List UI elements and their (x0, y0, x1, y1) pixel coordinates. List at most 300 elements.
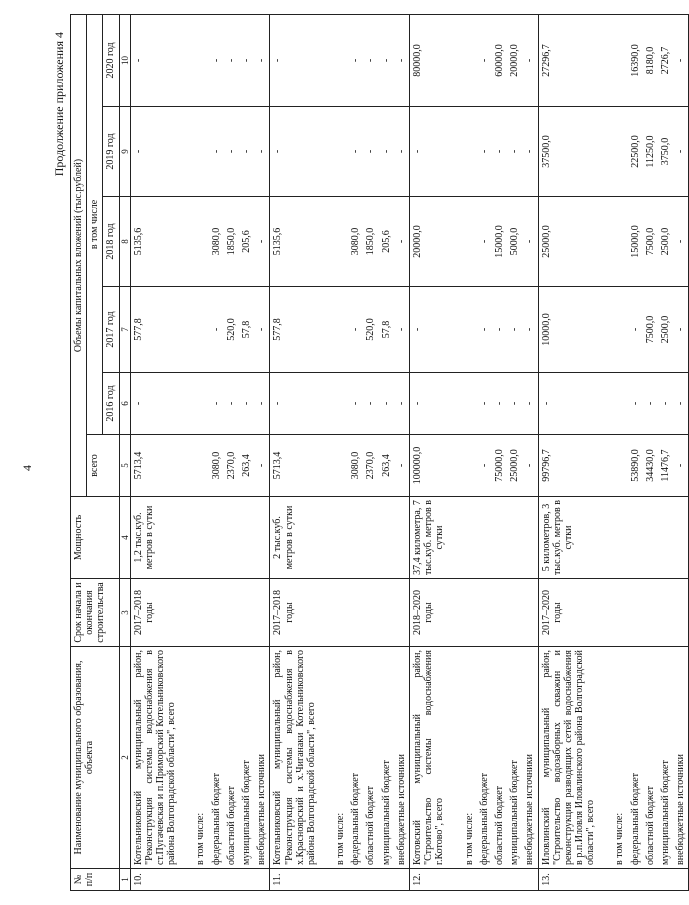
spacer-row (319, 14, 333, 890)
spacer-cell (448, 107, 462, 197)
value-v2018: 7500,0 (643, 197, 658, 287)
header-name: Наименование муниципального образования, объекта (71, 647, 120, 869)
value-v2016: - (522, 373, 538, 435)
spacer-cell (448, 647, 462, 869)
table-subrow (658, 14, 673, 890)
spacer-cell (319, 497, 333, 579)
continuation-title: Продолжение приложения 4 (52, 32, 66, 177)
value-total: 2370,0 (224, 435, 239, 497)
empty-cell (643, 869, 658, 891)
spacer-cell (319, 107, 333, 197)
value-v2018: 1850,0 (363, 197, 378, 287)
value-v2017 (612, 287, 627, 373)
value-v2016: - (394, 373, 410, 435)
spacer-cell (179, 14, 193, 106)
spacer-cell (448, 14, 462, 106)
empty-cell (673, 579, 689, 647)
header-incl: в том числе (87, 14, 103, 434)
empty-cell (507, 579, 522, 647)
value-v2017: - (209, 287, 224, 373)
funding-source: областной бюджет (643, 647, 658, 869)
empty-cell (462, 869, 477, 891)
header-year: 2016 год (103, 373, 119, 435)
value-v2016 (333, 373, 348, 435)
funding-source: в том числе: (333, 647, 348, 869)
value-total: 263,4 (379, 435, 394, 497)
value-v2018: 2500,0 (658, 197, 673, 287)
spacer-cell (598, 435, 612, 497)
spacer-row (448, 14, 462, 890)
funding-source: муниципальный бюджет (239, 647, 254, 869)
value-v2016: - (224, 373, 239, 435)
value-v2018: 1850,0 (224, 197, 239, 287)
empty-cell (522, 869, 538, 891)
value-v2018: - (254, 197, 270, 287)
empty-cell (379, 869, 394, 891)
value-v2019 (333, 107, 348, 197)
value-v2018: 205,6 (239, 197, 254, 287)
value-v2018 (193, 197, 208, 287)
capital-investment-table (70, 14, 689, 891)
table-subrow (462, 14, 477, 890)
header-volumes: Объемы капитальных вложений (тыс.рублей) (71, 14, 87, 496)
empty-cell (612, 869, 627, 891)
header-year: 2020 год (103, 14, 119, 106)
value-v2017: - (507, 287, 522, 373)
value-v2017: 10000,0 (538, 287, 598, 373)
empty-cell (209, 497, 224, 579)
value-v2018: - (522, 197, 538, 287)
empty-cell (193, 579, 208, 647)
value-v2016: - (239, 373, 254, 435)
value-v2018: - (477, 197, 492, 287)
value-v2017 (333, 287, 348, 373)
table-subrow (379, 14, 394, 890)
table-subrow (477, 14, 492, 890)
value-v2017 (193, 287, 208, 373)
empty-cell (522, 579, 538, 647)
empty-cell (224, 869, 239, 891)
column-number: 8 (119, 197, 130, 287)
empty-cell (462, 579, 477, 647)
spacer-cell (598, 197, 612, 287)
row-number: 12. (410, 869, 448, 891)
value-v2016: - (410, 373, 448, 435)
value-v2016: - (363, 373, 378, 435)
column-number: 6 (119, 373, 130, 435)
header-capacity: Мощность (71, 497, 120, 579)
value-v2020: - (224, 14, 239, 106)
value-total: 5713,4 (130, 435, 179, 497)
value-v2018: 25000,0 (538, 197, 598, 287)
spacer-cell (598, 497, 612, 579)
value-v2019: - (270, 107, 319, 197)
spacer-cell (179, 869, 193, 891)
table-subrow (363, 14, 378, 890)
spacer-cell (319, 197, 333, 287)
column-number: 10 (119, 14, 130, 106)
value-v2016: - (130, 373, 179, 435)
spacer-cell (448, 579, 462, 647)
empty-cell (363, 869, 378, 891)
table-subrow (239, 14, 254, 890)
spacer-cell (179, 287, 193, 373)
value-total: - (673, 435, 689, 497)
value-v2018 (333, 197, 348, 287)
header-year: 2018 год (103, 197, 119, 287)
value-v2017: 57,8 (379, 287, 394, 373)
empty-cell (239, 579, 254, 647)
empty-cell (477, 579, 492, 647)
empty-cell (363, 579, 378, 647)
funding-source: внебюджетные источники (254, 647, 270, 869)
value-v2020: 60000,0 (492, 14, 507, 106)
empty-cell (348, 869, 363, 891)
value-v2020: - (673, 14, 689, 106)
value-v2020: 20000,0 (507, 14, 522, 106)
value-v2016 (462, 373, 477, 435)
table-row (270, 14, 319, 890)
header-term: Срок начала и окончания строительства (71, 579, 120, 647)
capacity: 37,4 километра, 7 тыс.куб. метров в сутки (410, 497, 448, 579)
value-v2020: - (270, 14, 319, 106)
table-subrow (522, 14, 538, 890)
value-v2019: - (394, 107, 410, 197)
value-v2017: 57,8 (239, 287, 254, 373)
value-v2018: 5135,6 (130, 197, 179, 287)
empty-cell (522, 497, 538, 579)
spacer-cell (179, 435, 193, 497)
empty-cell (333, 579, 348, 647)
capacity: 2 тыс.куб. метров в сутки (270, 497, 319, 579)
table-row (410, 14, 448, 890)
column-number: 5 (119, 435, 130, 497)
table-row (538, 14, 598, 890)
value-total (333, 435, 348, 497)
value-v2020: - (239, 14, 254, 106)
construction-term: 2017–2018 годы (130, 579, 179, 647)
header-year: 2019 год (103, 107, 119, 197)
value-v2017: - (348, 287, 363, 373)
value-v2019: - (239, 107, 254, 197)
empty-cell (612, 497, 627, 579)
value-v2017: 577,8 (270, 287, 319, 373)
empty-cell (379, 497, 394, 579)
column-number: 9 (119, 107, 130, 197)
funding-source: федеральный бюджет (209, 647, 224, 869)
value-v2019: - (507, 107, 522, 197)
value-v2016: - (643, 373, 658, 435)
empty-cell (658, 869, 673, 891)
value-v2020: 80000,0 (410, 14, 448, 106)
value-v2019: 37500,0 (538, 107, 598, 197)
empty-cell (394, 497, 410, 579)
spacer-cell (598, 14, 612, 106)
value-v2016: - (209, 373, 224, 435)
value-v2017: 520,0 (224, 287, 239, 373)
table-subrow (333, 14, 348, 890)
funding-source: областной бюджет (492, 647, 507, 869)
value-v2020: - (379, 14, 394, 106)
spacer-cell (598, 287, 612, 373)
empty-cell (477, 869, 492, 891)
empty-cell (628, 579, 643, 647)
value-v2019: - (363, 107, 378, 197)
value-v2019: - (348, 107, 363, 197)
value-v2017: - (628, 287, 643, 373)
value-v2020: - (348, 14, 363, 106)
value-v2018: 15000,0 (628, 197, 643, 287)
value-total: 25000,0 (507, 435, 522, 497)
value-v2016: - (492, 373, 507, 435)
spacer-cell (179, 647, 193, 869)
value-v2017: - (410, 287, 448, 373)
value-v2020 (333, 14, 348, 106)
spacer-cell (179, 197, 193, 287)
spacer-cell (319, 14, 333, 106)
row-number: 11. (270, 869, 319, 891)
table-subrow (673, 14, 689, 890)
value-v2020 (612, 14, 627, 106)
spacer-row (179, 14, 193, 890)
value-v2019: - (254, 107, 270, 197)
spacer-cell (448, 373, 462, 435)
empty-cell (673, 497, 689, 579)
value-total: 53890,0 (628, 435, 643, 497)
value-v2017: - (254, 287, 270, 373)
value-v2017: 2500,0 (658, 287, 673, 373)
value-total (612, 435, 627, 497)
object-name: Котовский муниципальный район, "Строительство системы водоснабжения г.Котово", всего (410, 647, 448, 869)
spacer-cell (448, 869, 462, 891)
value-v2018: - (394, 197, 410, 287)
value-v2020: 16390,0 (628, 14, 643, 106)
spacer-cell (448, 287, 462, 373)
funding-source: муниципальный бюджет (507, 647, 522, 869)
table-subrow (612, 14, 627, 890)
construction-term: 2018–2020 годы (410, 579, 448, 647)
value-v2016: - (254, 373, 270, 435)
value-total (462, 435, 477, 497)
empty-cell (462, 497, 477, 579)
value-v2019: - (673, 107, 689, 197)
spacer-cell (179, 107, 193, 197)
spacer-cell (179, 373, 193, 435)
empty-cell (348, 579, 363, 647)
empty-cell (239, 869, 254, 891)
table-subrow (193, 14, 208, 890)
empty-cell (658, 497, 673, 579)
value-v2020: 27296,7 (538, 14, 598, 106)
empty-cell (628, 497, 643, 579)
header-num: № п/п (71, 869, 120, 891)
value-v2017: 520,0 (363, 287, 378, 373)
value-v2019: - (410, 107, 448, 197)
spacer-cell (179, 579, 193, 647)
value-v2018 (612, 197, 627, 287)
column-number: 7 (119, 287, 130, 373)
spacer-cell (598, 579, 612, 647)
empty-cell (394, 579, 410, 647)
value-v2017: 7500,0 (643, 287, 658, 373)
value-v2019: - (492, 107, 507, 197)
spacer-cell (448, 197, 462, 287)
spacer-cell (319, 869, 333, 891)
value-v2017: - (394, 287, 410, 373)
value-total: 34430,0 (643, 435, 658, 497)
value-v2016: - (477, 373, 492, 435)
empty-cell (612, 579, 627, 647)
table-subrow (348, 14, 363, 890)
empty-cell (492, 497, 507, 579)
value-v2020: - (522, 14, 538, 106)
value-total: 2370,0 (363, 435, 378, 497)
spacer-cell (179, 497, 193, 579)
funding-source: федеральный бюджет (628, 647, 643, 869)
construction-term: 2017–2018 годы (270, 579, 319, 647)
spacer-cell (448, 497, 462, 579)
empty-cell (193, 497, 208, 579)
empty-cell (209, 579, 224, 647)
value-total: 75000,0 (492, 435, 507, 497)
value-v2016: - (507, 373, 522, 435)
value-v2020: 8180,0 (643, 14, 658, 106)
value-v2019 (193, 107, 208, 197)
table-subrow (507, 14, 522, 890)
value-total: - (254, 435, 270, 497)
value-v2018: 5000,0 (507, 197, 522, 287)
value-v2017 (462, 287, 477, 373)
value-v2016: - (658, 373, 673, 435)
spacer-cell (598, 869, 612, 891)
funding-source: в том числе: (612, 647, 627, 869)
object-name: Котельниковский муниципальный район, "Реконструкция системы водоснабжения в ст.Пугачевская и п.Приморский Котельниковского района Волгоградской области", всего (130, 647, 179, 869)
value-v2018: 3080,0 (209, 197, 224, 287)
value-v2016: - (270, 373, 319, 435)
header-total: всего (87, 435, 119, 497)
value-v2018: 3080,0 (348, 197, 363, 287)
value-v2017: 577,8 (130, 287, 179, 373)
value-v2020: - (254, 14, 270, 106)
empty-cell (209, 869, 224, 891)
funding-source: федеральный бюджет (477, 647, 492, 869)
value-total: 100000,0 (410, 435, 448, 497)
column-number: 4 (119, 497, 130, 579)
value-v2018: - (673, 197, 689, 287)
table-body (130, 14, 689, 890)
object-name: Иловлинский муниципальный район, "Строительство водозаборных скважин и реконструкция разводящих сетей водоснабжения в р.п.Иловля Иловлинского района Волгоградской области", всего (538, 647, 598, 869)
construction-term: 2017–2020 годы (538, 579, 598, 647)
empty-cell (394, 869, 410, 891)
value-v2019: - (379, 107, 394, 197)
table-subrow (492, 14, 507, 890)
table-row (130, 14, 179, 890)
value-v2016: - (348, 373, 363, 435)
empty-cell (348, 497, 363, 579)
spacer-cell (598, 107, 612, 197)
value-total (193, 435, 208, 497)
empty-cell (379, 579, 394, 647)
empty-cell (254, 579, 270, 647)
capacity: 5 километров, 3 тыс.куб. метров в сутки (538, 497, 598, 579)
value-v2016: - (379, 373, 394, 435)
empty-cell (643, 579, 658, 647)
value-v2018: 15000,0 (492, 197, 507, 287)
funding-source: федеральный бюджет (348, 647, 363, 869)
empty-cell (363, 497, 378, 579)
column-number: 2 (119, 647, 130, 869)
value-v2020: 2726,7 (658, 14, 673, 106)
value-v2018: 5135,6 (270, 197, 319, 287)
empty-cell (333, 497, 348, 579)
value-v2019: - (477, 107, 492, 197)
value-v2020: - (130, 14, 179, 106)
value-v2019: - (224, 107, 239, 197)
empty-cell (477, 497, 492, 579)
funding-source: областной бюджет (224, 647, 239, 869)
value-v2018 (462, 197, 477, 287)
row-number: 10. (130, 869, 179, 891)
spacer-cell (319, 373, 333, 435)
funding-source: в том числе: (193, 647, 208, 869)
spacer-cell (319, 435, 333, 497)
value-v2017: - (492, 287, 507, 373)
value-v2017: - (477, 287, 492, 373)
value-total: 263,4 (239, 435, 254, 497)
funding-source: муниципальный бюджет (658, 647, 673, 869)
empty-cell (673, 869, 689, 891)
value-total: 99796,7 (538, 435, 598, 497)
header-year: 2017 год (103, 287, 119, 373)
empty-cell (492, 869, 507, 891)
spacer-row (598, 14, 612, 890)
empty-cell (224, 579, 239, 647)
value-v2019: 3750,0 (658, 107, 673, 197)
value-v2016 (193, 373, 208, 435)
object-name: Котельниковский муниципальный район, "Реконструкция системы водоснабжения в х.Красноярский и х.Чиганаки Котельниковского района Волгоградской области", всего (270, 647, 319, 869)
funding-source: муниципальный бюджет (379, 647, 394, 869)
table-subrow (643, 14, 658, 890)
value-v2019: - (209, 107, 224, 197)
empty-cell (254, 869, 270, 891)
value-total: - (522, 435, 538, 497)
value-v2016: - (673, 373, 689, 435)
value-v2018: 20000,0 (410, 197, 448, 287)
empty-cell (507, 869, 522, 891)
spacer-cell (319, 287, 333, 373)
funding-source: внебюджетные источники (394, 647, 410, 869)
value-v2017: - (673, 287, 689, 373)
spacer-cell (319, 579, 333, 647)
value-v2016 (612, 373, 627, 435)
empty-cell (643, 497, 658, 579)
value-total: 3080,0 (209, 435, 224, 497)
value-v2020: - (477, 14, 492, 106)
column-number: 1 (119, 869, 130, 891)
empty-cell (333, 869, 348, 891)
empty-cell (224, 497, 239, 579)
empty-cell (239, 497, 254, 579)
funding-source: внебюджетные источники (522, 647, 538, 869)
value-v2019: - (522, 107, 538, 197)
empty-cell (507, 497, 522, 579)
empty-cell (492, 579, 507, 647)
value-v2019 (612, 107, 627, 197)
capacity: 1,2 тыс.куб. метров в сутки (130, 497, 179, 579)
value-v2020 (462, 14, 477, 106)
value-v2018: 205,6 (379, 197, 394, 287)
spacer-cell (598, 373, 612, 435)
